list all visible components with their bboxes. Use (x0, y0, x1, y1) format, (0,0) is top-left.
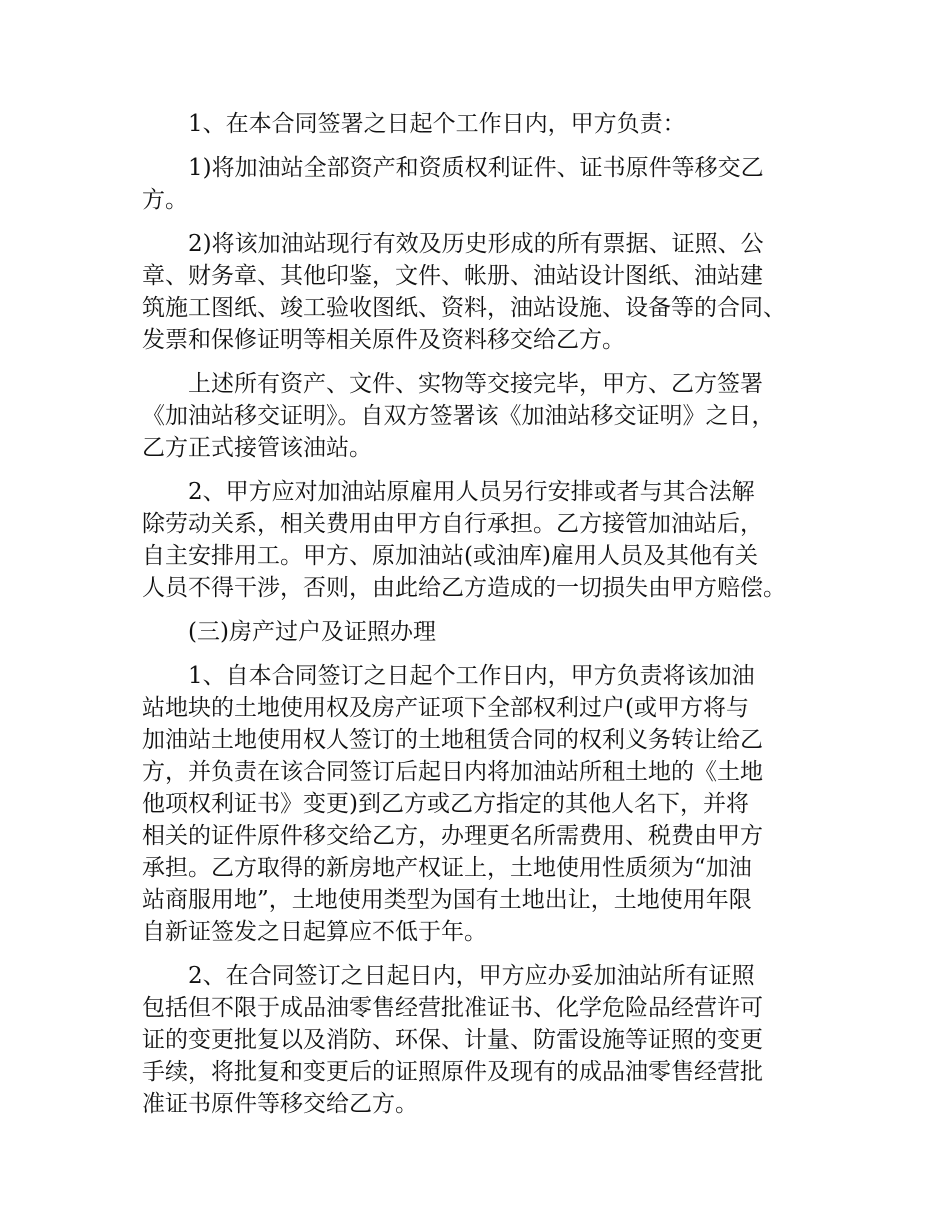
text-line: 1)将加油站全部资产和资质权利证件、证书原件等移交乙 (188, 155, 764, 181)
paragraph (142, 108, 832, 140)
paragraph (142, 960, 832, 1120)
text-line: 2、甲方应对加油站原雇用人员另行安排或者与其合法解 (188, 479, 755, 505)
text-line: 站商服用地”，土地使用类型为国有土地出让，土地使用年限 (142, 887, 752, 913)
text-line: 自新证签发之日起算应不低于年。 (142, 919, 487, 945)
document-body (142, 108, 832, 1132)
text-line: 章、财务章、其他印鉴，文件、帐册、油站设计图纸、油站建 (142, 263, 763, 289)
text-line: 1、自本合同签订之日起个工作日内，甲方负责将该加油 (188, 663, 755, 689)
text-line: 他项权利证书》变更)到乙方或乙方指定的其他人名下，并将 (142, 791, 749, 817)
paragraph (142, 228, 832, 356)
text-line: 包括但不限于成品油零售经营批准证书、化学危险品经营许可 (142, 995, 763, 1021)
text-line: 站地块的土地使用权及房产证项下全部权利过户(或甲方将与 (142, 695, 749, 721)
text-line: 2)将该加油站现行有效及历史形成的所有票据、证照、公 (188, 231, 764, 257)
text-line: 2、在合同签订之日起日内，甲方应办妥加油站所有证照 (188, 963, 755, 989)
text-line: 《加油站移交证明》。自双方签署该《加油站移交证明》之日， (142, 403, 775, 429)
text-line: 准证书原件等移交给乙方。 (142, 1091, 418, 1117)
text-line: 乙方正式接管该油站。 (142, 435, 372, 461)
text-line: 方，并负责在该合同签订后起日内将加油站所租土地的《土地 (142, 759, 763, 785)
text-line: 发票和保修证明等相关原件及资料移交给乙方。 (142, 327, 625, 353)
text-line: 证的变更批复以及消防、环保、计量、防雷设施等证照的变更 (142, 1027, 763, 1053)
text-line: 加油站土地使用权人签订的土地租赁合同的权利义务转让给乙 (142, 727, 763, 753)
text-line: (三)房产过户及证照办理 (188, 619, 436, 645)
text-line: 除劳动关系，相关费用由甲方自行承担。乙方接管加油站后， (142, 511, 763, 537)
text-line: 手续，将批复和变更后的证照原件及现有的成品油零售经营批 (142, 1059, 763, 1085)
paragraph (142, 152, 832, 216)
text-line: 自主安排用工。甲方、原加油站(或油库)雇用人员及其他有关 (142, 543, 758, 569)
text-line: 方。 (142, 187, 188, 213)
text-line: 相关的证件原件移交给乙方，办理更名所需费用、税费由甲方 (142, 823, 763, 849)
text-line: 承担。乙方取得的新房地产权证上，土地使用性质须为“加油 (142, 855, 752, 881)
text-line: 人员不得干涉，否则，由此给乙方造成的一切损失由甲方赔偿。 (142, 575, 786, 601)
section-heading (142, 616, 832, 648)
text-line: 筑施工图纸、竣工验收图纸、资料，油站设施、设备等的合同、 (142, 295, 786, 321)
text-line: 上述所有资产、文件、实物等交接完毕，甲方、乙方签署 (188, 371, 763, 397)
text-line: 1、在本合同签署之日起个工作日内，甲方负责： (188, 111, 686, 137)
paragraph (142, 368, 832, 464)
paragraph (142, 476, 832, 604)
paragraph (142, 660, 832, 948)
